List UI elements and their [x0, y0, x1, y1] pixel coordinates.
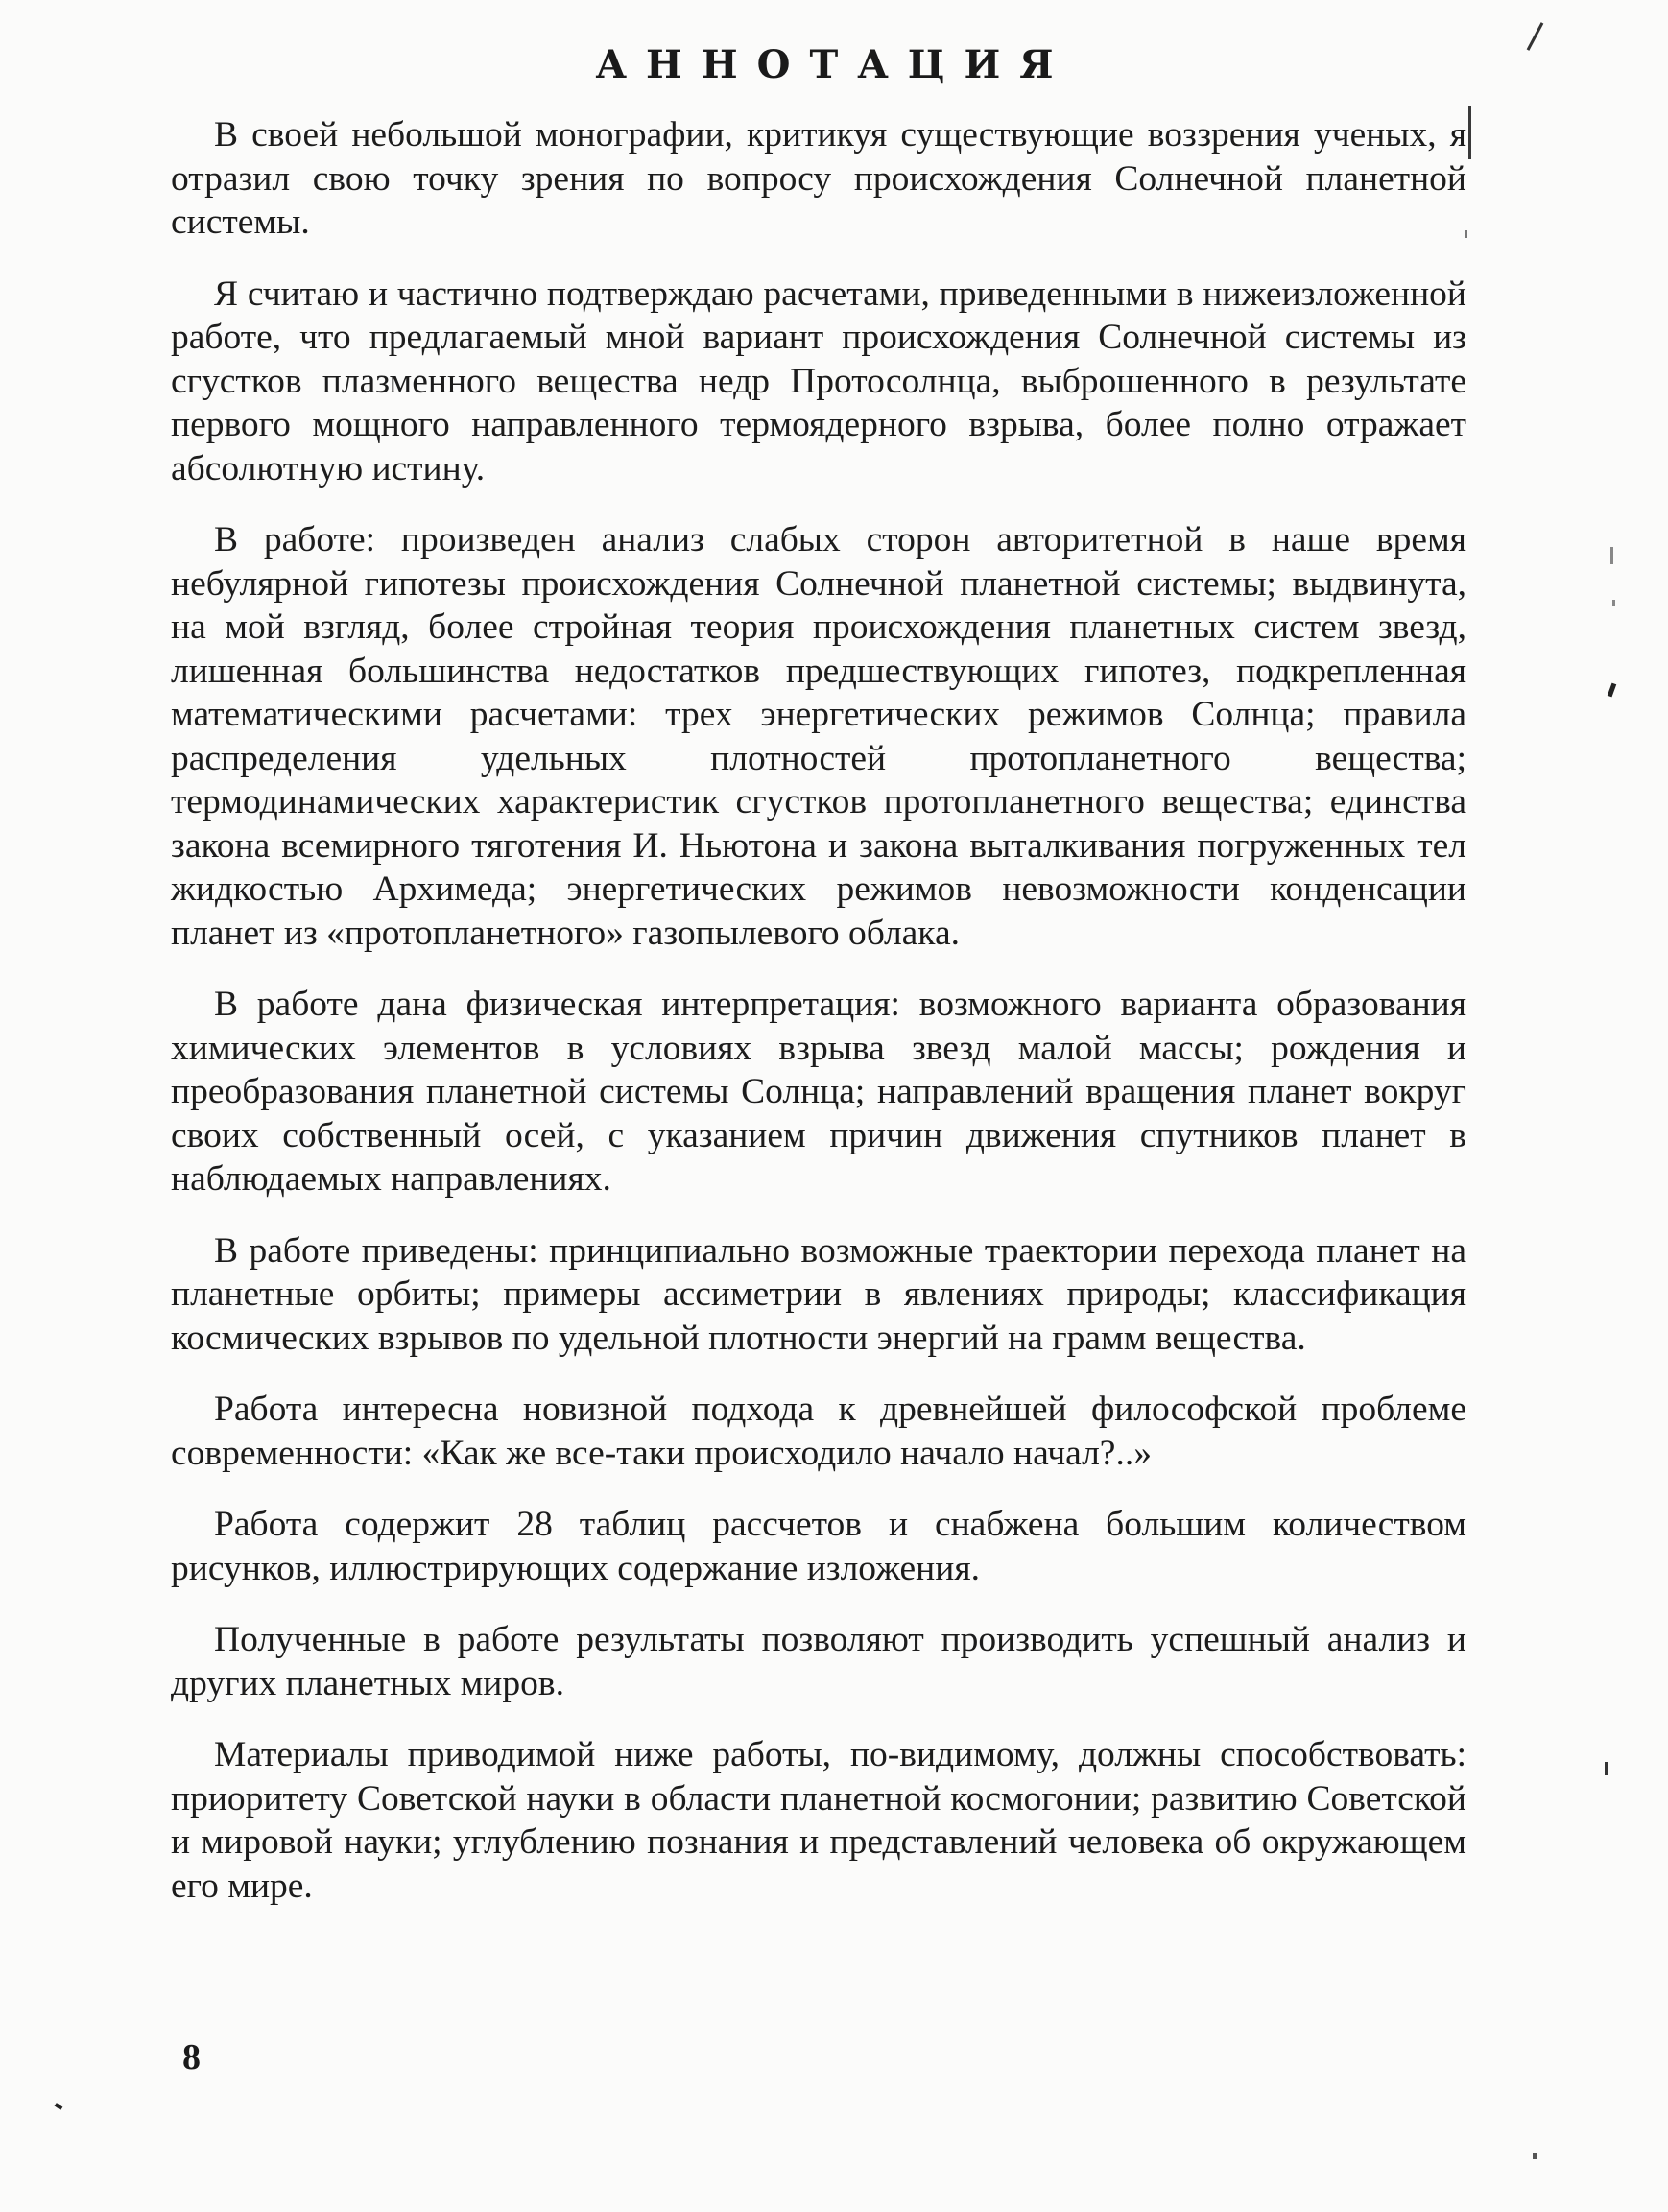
paragraph-5: В работе приведены: принципиально возможные траектории перехода планет на планетные орбиты; примеры ассиметрии в явлениях природы; классификация космических взрывов по удельной плотности энергий на грамм вещества. — [171, 1230, 1466, 1358]
paragraph-1: В своей небольшой монографии, критикуя существующие воззрения ученых, я отразил свою точку зрения по вопросу происхождения Солнечной планетной системы. — [171, 115, 1466, 242]
annotation-body — [171, 113, 1466, 1936]
scan-speck — [1612, 600, 1615, 606]
paragraph-6: Работа интересна новизной подхода к древнейшей философской проблеме современности: «Как же все-таки происходило начало начал?..» — [171, 1390, 1466, 1473]
scan-speck — [1605, 1762, 1608, 1775]
paragraph-9: Материалы приводимой ниже работы, по-видимому, должны способствовать: приоритету Советской науки в области планетной космогонии; развитию Советской и мировой науки; углублению познания и представлений человека об окружающем его мире. — [171, 1735, 1466, 1906]
paragraph-4: В работе дана физическая интерпретация: возможного варианта образования химических элементов в условиях взрыва звезд малой массы; рождения и преобразования планетной системы Солнца; направлений вращения планет вокруг своих собственный осей, с указанием причин движения спутников планет в наблюдаемых направлениях. — [171, 985, 1466, 1199]
paragraph-7: Работа содержит 28 таблиц рассчетов и снабжена большим количеством рисунков, иллюстрирующих содержание изложения. — [171, 1505, 1466, 1588]
paragraph-3: В работе: произведен анализ слабых сторон авторитетной в наше время небулярной гипотезы происхождения Солнечной планетной системы; выдвинута, на мой взгляд, более стройная теория происхождения планетных систем звезд, лишенная большинства недостатков предшествующих гипотез, подкрепленная математическими расчетами: трех энергетических режимов Солнца; правила распределения удельных плотностей протопланетного вещества; термодинамических характеристик сгустков протопланетного вещества; единства закона всемирного тяготения И. Ньютона и закона выталкивания погруженных тел жидкостью Архимеда; энергетических режимов невозможности конденсации планет из «протопланетного» газопылевого облака. — [171, 520, 1466, 953]
page-title: АННОТАЦИЯ — [595, 42, 1073, 87]
scan-speck — [1465, 230, 1467, 238]
paragraph-2: Я считаю и частично подтверждаю расчетами, приведенными в нижеизложенной работе, что предлагаемый мной вариант происхождения Солнечной системы из сгустков плазменного вещества недр Протосолнца, выброшенного в результате первого мощного направленного термоядерного взрыва, более полно отражает абсолютную истину. — [171, 274, 1466, 488]
scan-mark-bar — [1468, 106, 1471, 159]
scan-speck — [1608, 683, 1616, 698]
page-number: 8 — [182, 2037, 201, 2078]
scan-speck — [1533, 2153, 1537, 2159]
scan-speck — [55, 2103, 63, 2110]
scan-speck — [1610, 547, 1613, 564]
paragraph-8: Полученные в работе результаты позволяют производить успешный анализ и других планетных миров. — [171, 1620, 1466, 1703]
